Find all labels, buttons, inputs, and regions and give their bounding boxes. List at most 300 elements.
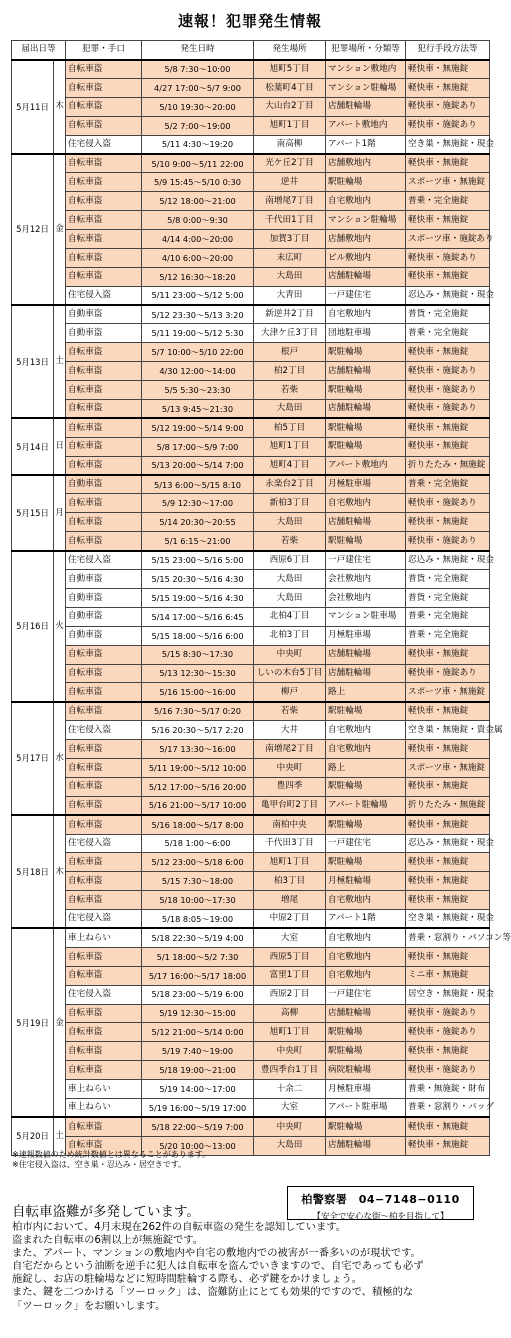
method-cell: 普乗・完全施錠 bbox=[406, 607, 490, 626]
crime-type-cell: 自動車盗 bbox=[66, 324, 142, 343]
crime-type-cell: 自転車盗 bbox=[66, 966, 142, 985]
report-date: 5月15日 bbox=[12, 475, 54, 551]
crime-type-cell: 住宅侵入盗 bbox=[66, 135, 142, 154]
method-cell: 軽快車・施錠あり bbox=[406, 532, 490, 551]
method-cell: 折りたたみ・無施錠 bbox=[406, 456, 490, 475]
table-row bbox=[12, 607, 490, 626]
crime-type-cell: 自転車盗 bbox=[66, 362, 142, 381]
place-cell: 大島田 bbox=[254, 513, 326, 532]
method-cell: 軽快車・施錠あり bbox=[406, 97, 490, 116]
place-cell: 中央町 bbox=[254, 1117, 326, 1136]
table-row bbox=[12, 1004, 490, 1023]
report-date: 5月18日 bbox=[12, 815, 54, 928]
location-class-cell: アパート1階 bbox=[326, 135, 406, 154]
method-cell: 空き巣・無施錠・現金 bbox=[406, 135, 490, 154]
datetime-cell: 5/16 18:00〜5/17 8:00 bbox=[142, 815, 254, 834]
location-class-cell: 駅駐輪場 bbox=[326, 532, 406, 551]
datetime-cell: 5/19 16:00〜5/19 17:00 bbox=[142, 1098, 254, 1117]
datetime-cell: 4/27 17:00〜5/7 9:00 bbox=[142, 78, 254, 97]
table-row bbox=[12, 305, 490, 324]
place-cell: 大島田 bbox=[254, 570, 326, 589]
place-cell: 中央町 bbox=[254, 645, 326, 664]
method-cell: 軽快車・施錠あり bbox=[406, 494, 490, 513]
location-class-cell: 自宅敷地内 bbox=[326, 721, 406, 740]
location-class-cell: 店舗駐輪場 bbox=[326, 664, 406, 683]
crime-type-cell: 自転車盗 bbox=[66, 645, 142, 664]
table-row bbox=[12, 796, 490, 815]
report-weekday: 木 bbox=[54, 60, 66, 154]
crime-type-cell: 自転車盗 bbox=[66, 1004, 142, 1023]
datetime-cell: 5/10 19:30〜20:00 bbox=[142, 97, 254, 116]
crime-type-cell: 自転車盗 bbox=[66, 192, 142, 211]
crime-type-cell: 車上ねらい bbox=[66, 1080, 142, 1099]
location-class-cell: 店舗敷地内 bbox=[326, 154, 406, 173]
datetime-cell: 5/19 14:00〜17:00 bbox=[142, 1080, 254, 1099]
method-cell: 軽快車・施錠あり bbox=[406, 1004, 490, 1023]
crime-type-cell: 自転車盗 bbox=[66, 947, 142, 966]
location-class-cell: 店舗駐輪場 bbox=[326, 645, 406, 664]
crime-type-cell: 自転車盗 bbox=[66, 853, 142, 872]
method-cell: 普乗・窓割り・パソコン等 bbox=[406, 928, 490, 947]
header-date: 届出日等 bbox=[12, 41, 66, 60]
crime-type-cell: 車上ねらい bbox=[66, 1098, 142, 1117]
crime-type-cell: 住宅侵入盗 bbox=[66, 286, 142, 305]
table-row bbox=[12, 267, 490, 286]
place-cell: 大島田 bbox=[254, 267, 326, 286]
location-class-cell: 会社敷地内 bbox=[326, 570, 406, 589]
location-class-cell: 一戸建住宅 bbox=[326, 985, 406, 1004]
location-class-cell: 月極駐車場 bbox=[326, 475, 406, 494]
report-date: 5月11日 bbox=[12, 60, 54, 154]
crime-type-cell: 自転車盗 bbox=[66, 1061, 142, 1080]
location-class-cell: 自宅敷地内 bbox=[326, 740, 406, 759]
table-row bbox=[12, 532, 490, 551]
table-row bbox=[12, 78, 490, 97]
location-class-cell: 店舗敷地内 bbox=[326, 230, 406, 249]
location-class-cell: 駅駐輪場 bbox=[326, 777, 406, 796]
crime-type-cell: 自転車盗 bbox=[66, 494, 142, 513]
report-weekday: 金 bbox=[54, 154, 66, 305]
location-class-cell: 月極駐車場 bbox=[326, 1080, 406, 1099]
location-class-cell: アパート駐車場 bbox=[326, 1098, 406, 1117]
table-row bbox=[12, 1023, 490, 1042]
table-row bbox=[12, 702, 490, 721]
place-cell: 若柴 bbox=[254, 381, 326, 400]
crime-type-cell: 自転車盗 bbox=[66, 173, 142, 192]
message-line: また、鍵を二つかける「ツーロック」は、盗難防止にとても効果的ですので、積極的な bbox=[12, 1286, 414, 1299]
place-cell: 豊四季台1丁目 bbox=[254, 1061, 326, 1080]
place-cell: 大室 bbox=[254, 1098, 326, 1117]
place-cell: 大津ケ丘3丁目 bbox=[254, 324, 326, 343]
method-cell: 折りたたみ・無施錠 bbox=[406, 796, 490, 815]
table-row bbox=[12, 192, 490, 211]
method-cell: 普貨・完全施錠 bbox=[406, 305, 490, 324]
method-cell: ミニ車・無施錠 bbox=[406, 966, 490, 985]
method-cell: 軽快車・施錠あり bbox=[406, 381, 490, 400]
datetime-cell: 5/2 7:00〜19:00 bbox=[142, 116, 254, 135]
crime-type-cell: 自転車盗 bbox=[66, 437, 142, 456]
location-class-cell: 店舗駐輪場 bbox=[326, 267, 406, 286]
crime-type-cell: 自動車盗 bbox=[66, 626, 142, 645]
place-cell: 豊四季 bbox=[254, 777, 326, 796]
table-row bbox=[12, 626, 490, 645]
datetime-cell: 5/19 7:40〜19:00 bbox=[142, 1042, 254, 1061]
day-group bbox=[12, 418, 490, 475]
datetime-cell: 5/13 12:30〜15:30 bbox=[142, 664, 254, 683]
location-class-cell: アパート1階 bbox=[326, 910, 406, 929]
method-cell: スポーツ車・無施錠 bbox=[406, 683, 490, 702]
location-class-cell: 店舗駐輪場 bbox=[326, 362, 406, 381]
method-cell: 軽快車・無施錠 bbox=[406, 343, 490, 362]
datetime-cell: 5/13 20:00〜5/14 7:00 bbox=[142, 456, 254, 475]
header-crime-type: 犯罪・手口 bbox=[66, 41, 142, 60]
datetime-cell: 5/11 19:00〜5/12 10:00 bbox=[142, 758, 254, 777]
method-cell: 軽快車・施錠あり bbox=[406, 116, 490, 135]
location-class-cell: マンション駐車場 bbox=[326, 607, 406, 626]
crime-type-cell: 自転車盗 bbox=[66, 777, 142, 796]
datetime-cell: 5/10 9:00〜5/11 22:00 bbox=[142, 154, 254, 173]
place-cell: 北柏4丁目 bbox=[254, 607, 326, 626]
method-cell: スポーツ車・無施錠 bbox=[406, 758, 490, 777]
place-cell: 中央町 bbox=[254, 1042, 326, 1061]
datetime-cell: 5/12 19:00〜5/14 9:00 bbox=[142, 418, 254, 437]
datetime-cell: 5/5 5:30〜23:30 bbox=[142, 381, 254, 400]
message-line: 盗まれた自転車の6割以上が無施錠です。 bbox=[12, 1234, 204, 1247]
report-date: 5月14日 bbox=[12, 418, 54, 475]
datetime-cell: 5/11 23:00〜5/12 5:00 bbox=[142, 286, 254, 305]
method-cell: 軽快車・施錠あり bbox=[406, 1061, 490, 1080]
table-row bbox=[12, 494, 490, 513]
table-row bbox=[12, 1098, 490, 1117]
table-row bbox=[12, 437, 490, 456]
datetime-cell: 5/12 16:30〜18:20 bbox=[142, 267, 254, 286]
location-class-cell: 自宅敷地内 bbox=[326, 305, 406, 324]
location-class-cell: 一戸建住宅 bbox=[326, 834, 406, 853]
datetime-cell: 5/15 23:00〜5/16 5:00 bbox=[142, 551, 254, 570]
datetime-cell: 5/16 7:30〜5/17 0:20 bbox=[142, 702, 254, 721]
crime-type-cell: 自転車盗 bbox=[66, 381, 142, 400]
method-cell: 軽快車・無施錠 bbox=[406, 777, 490, 796]
datetime-cell: 5/8 7:30〜10:00 bbox=[142, 60, 254, 79]
method-cell: 軽快車・無施錠 bbox=[406, 740, 490, 759]
location-class-cell: 店舗駐輪場 bbox=[326, 1004, 406, 1023]
table-row bbox=[12, 97, 490, 116]
location-class-cell: 自宅敷地内 bbox=[326, 192, 406, 211]
crime-type-cell: 住宅侵入盗 bbox=[66, 910, 142, 929]
table-row bbox=[12, 985, 490, 1004]
table-row bbox=[12, 664, 490, 683]
datetime-cell: 5/11 4:30〜19:20 bbox=[142, 135, 254, 154]
location-class-cell: 月極駐車場 bbox=[326, 626, 406, 645]
location-class-cell: 月極駐輪場 bbox=[326, 872, 406, 891]
datetime-cell: 5/8 17:00〜5/9 7:00 bbox=[142, 437, 254, 456]
table-row bbox=[12, 211, 490, 230]
crime-type-cell: 自転車盗 bbox=[66, 740, 142, 759]
place-cell: 大島田 bbox=[254, 588, 326, 607]
datetime-cell: 5/17 13:30〜16:00 bbox=[142, 740, 254, 759]
day-group bbox=[12, 60, 494, 154]
table-row bbox=[12, 645, 490, 664]
datetime-cell: 5/11 19:00〜5/12 5:30 bbox=[142, 324, 254, 343]
method-cell: 空き巣・無施錠・貴金属 bbox=[406, 721, 490, 740]
method-cell: 忍込み・無施錠・現金 bbox=[406, 286, 490, 305]
place-cell: 若柴 bbox=[254, 532, 326, 551]
method-cell: 軽快車・施錠あり bbox=[406, 1023, 490, 1042]
datetime-cell: 5/17 16:00〜5/17 18:00 bbox=[142, 966, 254, 985]
report-weekday: 土 bbox=[54, 305, 66, 418]
report-weekday: 火 bbox=[54, 551, 66, 702]
place-cell: 大山台2丁目 bbox=[254, 97, 326, 116]
table-row bbox=[12, 362, 490, 381]
crime-type-cell: 自転車盗 bbox=[66, 116, 142, 135]
datetime-cell: 5/1 6:15〜21:00 bbox=[142, 532, 254, 551]
report-weekday: 水 bbox=[54, 702, 66, 815]
place-cell: 南増尾7丁目 bbox=[254, 192, 326, 211]
method-cell: スポーツ車・施錠あり bbox=[406, 230, 490, 249]
place-cell: 柏5丁目 bbox=[254, 418, 326, 437]
method-cell: 忍込み・無施錠・現金 bbox=[406, 834, 490, 853]
location-class-cell: 駅駐輪場 bbox=[326, 815, 406, 834]
table-row bbox=[12, 966, 490, 985]
place-cell: しいの木台5丁目 bbox=[254, 664, 326, 683]
datetime-cell: 5/18 23:00〜5/19 6:00 bbox=[142, 985, 254, 1004]
crime-type-cell: 自転車盗 bbox=[66, 343, 142, 362]
place-cell: 富里1丁目 bbox=[254, 966, 326, 985]
table-row bbox=[12, 475, 490, 494]
method-cell: 軽快車・無施錠 bbox=[406, 437, 490, 456]
footnote-line: ※住宅侵入盗は、空き巣・忍込み・居空きです。 bbox=[12, 1160, 187, 1169]
place-cell: 旭町1丁目 bbox=[254, 853, 326, 872]
datetime-cell: 5/12 17:00〜5/16 20:00 bbox=[142, 777, 254, 796]
method-cell: 軽快車・無施錠 bbox=[406, 154, 490, 173]
place-cell: 新逆井2丁目 bbox=[254, 305, 326, 324]
location-class-cell: 店舗駐輪場 bbox=[326, 97, 406, 116]
table-row bbox=[12, 910, 490, 929]
day-group bbox=[12, 702, 503, 815]
crime-type-cell: 自転車盗 bbox=[66, 230, 142, 249]
crime-type-cell: 自動車盗 bbox=[66, 588, 142, 607]
crime-type-cell: 自転車盗 bbox=[66, 418, 142, 437]
datetime-cell: 5/18 22:00〜5/19 7:00 bbox=[142, 1117, 254, 1136]
location-class-cell: 会社敷地内 bbox=[326, 588, 406, 607]
datetime-cell: 5/13 6:00〜5/15 8:10 bbox=[142, 475, 254, 494]
crime-type-cell: 住宅侵入盗 bbox=[66, 834, 142, 853]
day-group bbox=[12, 154, 494, 305]
place-cell: 西原2丁目 bbox=[254, 985, 326, 1004]
day-group bbox=[12, 551, 494, 702]
table-row bbox=[12, 381, 490, 400]
message-line: また、アパート、マンションの敷地内や自宅の敷地内での被害が一番多いのが現状です。 bbox=[12, 1247, 421, 1260]
method-cell: 忍込み・無施錠・現金 bbox=[406, 551, 490, 570]
datetime-cell: 5/12 21:00〜5/14 0:00 bbox=[142, 1023, 254, 1042]
datetime-cell: 5/20 10:00〜13:00 bbox=[142, 1136, 254, 1155]
place-cell: 北柏3丁目 bbox=[254, 626, 326, 645]
crime-type-cell: 自転車盗 bbox=[66, 78, 142, 97]
message-headline: 自転車盗難が多発しています。 bbox=[12, 1204, 200, 1220]
method-cell: 軽快車・施錠あり bbox=[406, 248, 490, 267]
table-row bbox=[12, 1080, 490, 1099]
datetime-cell: 5/15 18:00〜5/16 6:00 bbox=[142, 626, 254, 645]
location-class-cell: 自宅敷地内 bbox=[326, 891, 406, 910]
method-cell: 軽快車・無施錠 bbox=[406, 267, 490, 286]
report-date: 5月13日 bbox=[12, 305, 54, 418]
place-cell: 永楽台2丁目 bbox=[254, 475, 326, 494]
table-row bbox=[12, 928, 490, 947]
method-cell: 普乗・完全施錠 bbox=[406, 626, 490, 645]
report-date: 5月17日 bbox=[12, 702, 54, 815]
location-class-cell: 店舗駐輪場 bbox=[326, 400, 406, 419]
crime-type-cell: 自転車盗 bbox=[66, 683, 142, 702]
datetime-cell: 4/30 12:00〜14:00 bbox=[142, 362, 254, 381]
location-class-cell: 駅駐輪場 bbox=[326, 381, 406, 400]
place-cell: 大室 bbox=[254, 928, 326, 947]
method-cell: 軽快車・無施錠 bbox=[406, 78, 490, 97]
method-cell: 軽快車・無施錠 bbox=[406, 853, 490, 872]
report-date: 5月16日 bbox=[12, 551, 54, 702]
method-cell: 軽快車・施錠あり bbox=[406, 400, 490, 419]
crime-type-cell: 自動車盗 bbox=[66, 570, 142, 589]
method-cell: 軽快車・無施錠 bbox=[406, 1042, 490, 1061]
datetime-cell: 5/16 21:00〜5/17 10:00 bbox=[142, 796, 254, 815]
datetime-cell: 5/13 9:45〜21:30 bbox=[142, 400, 254, 419]
place-cell: 大島田 bbox=[254, 1136, 326, 1155]
place-cell: 高柳 bbox=[254, 1004, 326, 1023]
datetime-cell: 5/7 10:00〜5/10 22:00 bbox=[142, 343, 254, 362]
table-row bbox=[12, 758, 490, 777]
crime-type-cell: 住宅侵入盗 bbox=[66, 985, 142, 1004]
crime-report-table bbox=[11, 40, 511, 1156]
crime-type-cell: 自転車盗 bbox=[66, 400, 142, 419]
table-row bbox=[12, 1061, 490, 1080]
datetime-cell: 5/15 20:30〜5/16 4:30 bbox=[142, 570, 254, 589]
table-row bbox=[12, 947, 490, 966]
method-cell: 軽快車・無施錠 bbox=[406, 513, 490, 532]
method-cell: 軽快車・無施錠 bbox=[406, 702, 490, 721]
footnote-line: ※速報数値のため統計数値とは異なることがあります。 bbox=[12, 1150, 211, 1159]
header-place: 発生場所 bbox=[254, 41, 326, 60]
place-cell: 増尾 bbox=[254, 891, 326, 910]
place-cell: 南柏中央 bbox=[254, 815, 326, 834]
location-class-cell: 駅駐輪場 bbox=[326, 702, 406, 721]
datetime-cell: 5/12 23:30〜5/13 3:20 bbox=[142, 305, 254, 324]
crime-type-cell: 自転車盗 bbox=[66, 532, 142, 551]
message-line: 柏市内において、4月末現在262件の自転車盗の発生を認知しています。 bbox=[12, 1221, 347, 1233]
table-row bbox=[12, 1042, 490, 1061]
place-cell: 末広町 bbox=[254, 248, 326, 267]
place-cell: 南増尾2丁目 bbox=[254, 740, 326, 759]
datetime-cell: 5/15 19:00〜5/16 4:30 bbox=[142, 588, 254, 607]
crime-type-cell: 住宅侵入盗 bbox=[66, 551, 142, 570]
place-cell: 千代田3丁目 bbox=[254, 834, 326, 853]
place-cell: 柏2丁目 bbox=[254, 362, 326, 381]
crime-type-cell: 自動車盗 bbox=[66, 475, 142, 494]
table-header-row bbox=[12, 41, 490, 60]
crime-type-cell: 自転車盗 bbox=[66, 456, 142, 475]
message-line: 自宅だからという油断を逆手に犯人は自転車を盗んでいきますので、自宅であっても必ず bbox=[12, 1260, 424, 1273]
table-row bbox=[12, 173, 490, 192]
table-row bbox=[12, 456, 490, 475]
location-class-cell: 駅駐輪場 bbox=[326, 1042, 406, 1061]
datetime-cell: 5/19 12:30〜15:00 bbox=[142, 1004, 254, 1023]
datetime-cell: 5/16 15:00〜16:00 bbox=[142, 683, 254, 702]
table-row bbox=[12, 418, 490, 437]
table-row bbox=[12, 324, 490, 343]
table-row bbox=[12, 853, 490, 872]
datetime-cell: 5/9 12:30〜17:00 bbox=[142, 494, 254, 513]
message-line: 施錠し、お店の駐輪場などに短時間駐輪する際も、必ず鍵をかけましょう。 bbox=[12, 1273, 363, 1286]
place-cell: 西原6丁目 bbox=[254, 551, 326, 570]
method-cell: 軽快車・無施錠 bbox=[406, 947, 490, 966]
datetime-cell: 5/14 20:30〜20:55 bbox=[142, 513, 254, 532]
police-slogan: 【安全で安心な街〜柏を目指して】 bbox=[312, 1212, 449, 1222]
datetime-cell: 5/14 17:00〜5/16 6:45 bbox=[142, 607, 254, 626]
method-cell: 軽快車・無施錠 bbox=[406, 1117, 490, 1136]
place-cell: 若柴 bbox=[254, 702, 326, 721]
table-row bbox=[12, 872, 490, 891]
table-row bbox=[12, 343, 490, 362]
day-group bbox=[12, 815, 494, 928]
method-cell: 軽快車・施錠あり bbox=[406, 362, 490, 381]
table-row bbox=[12, 683, 490, 702]
crime-type-cell: 自転車盗 bbox=[66, 97, 142, 116]
datetime-cell: 5/9 15:45〜5/10 0:30 bbox=[142, 173, 254, 192]
datetime-cell: 5/18 1:00〜6:00 bbox=[142, 834, 254, 853]
warning-message bbox=[12, 1205, 492, 1313]
table-row bbox=[12, 891, 490, 910]
place-cell: 旭町5丁目 bbox=[254, 60, 326, 79]
crime-type-cell: 自転車盗 bbox=[66, 758, 142, 777]
place-cell: 大島田 bbox=[254, 400, 326, 419]
location-class-cell: ビル敷地内 bbox=[326, 248, 406, 267]
place-cell: 旭町1丁目 bbox=[254, 437, 326, 456]
table-row bbox=[12, 815, 490, 834]
crime-type-cell: 自転車盗 bbox=[66, 1042, 142, 1061]
datetime-cell: 5/12 23:00〜5/18 6:00 bbox=[142, 853, 254, 872]
datetime-cell: 4/14 4:00〜20:00 bbox=[142, 230, 254, 249]
place-cell: 新柏3丁目 bbox=[254, 494, 326, 513]
place-cell: 光ケ丘2丁目 bbox=[254, 154, 326, 173]
table-row bbox=[12, 116, 490, 135]
place-cell: 中原2丁目 bbox=[254, 910, 326, 929]
page-title: 速報！犯罪発生情報 bbox=[177, 12, 322, 30]
crime-type-cell: 自転車盗 bbox=[66, 248, 142, 267]
table-row bbox=[12, 834, 490, 853]
message-line: 「ツーロック」をお願いします。 bbox=[12, 1299, 166, 1312]
location-class-cell: 路上 bbox=[326, 758, 406, 777]
table-row bbox=[12, 721, 490, 740]
method-cell: 普貨・完全施錠 bbox=[406, 570, 490, 589]
datetime-cell: 5/18 10:00〜17:30 bbox=[142, 891, 254, 910]
location-class-cell: マンション駐輪場 bbox=[326, 211, 406, 230]
report-date: 5月20日 bbox=[12, 1117, 54, 1155]
location-class-cell: 一戸建住宅 bbox=[326, 286, 406, 305]
place-cell: 南高柳 bbox=[254, 135, 326, 154]
table-row bbox=[12, 588, 490, 607]
method-cell: 居空き・無施錠・現金 bbox=[406, 985, 490, 1004]
place-cell: 松葉町4丁目 bbox=[254, 78, 326, 97]
place-cell: 柏3丁目 bbox=[254, 872, 326, 891]
location-class-cell: 駅駐輪場 bbox=[326, 343, 406, 362]
report-date: 5月12日 bbox=[12, 154, 54, 305]
method-cell: 軽快車・無施錠 bbox=[406, 815, 490, 834]
crime-type-cell: 自転車盗 bbox=[66, 1136, 142, 1155]
location-class-cell: 自宅敷地内 bbox=[326, 966, 406, 985]
table-row bbox=[12, 1117, 490, 1136]
place-cell: 逆井 bbox=[254, 173, 326, 192]
method-cell: 普乗・完全施錠 bbox=[406, 324, 490, 343]
table-row bbox=[12, 570, 490, 589]
location-class-cell: アパート駐輪場 bbox=[326, 796, 406, 815]
